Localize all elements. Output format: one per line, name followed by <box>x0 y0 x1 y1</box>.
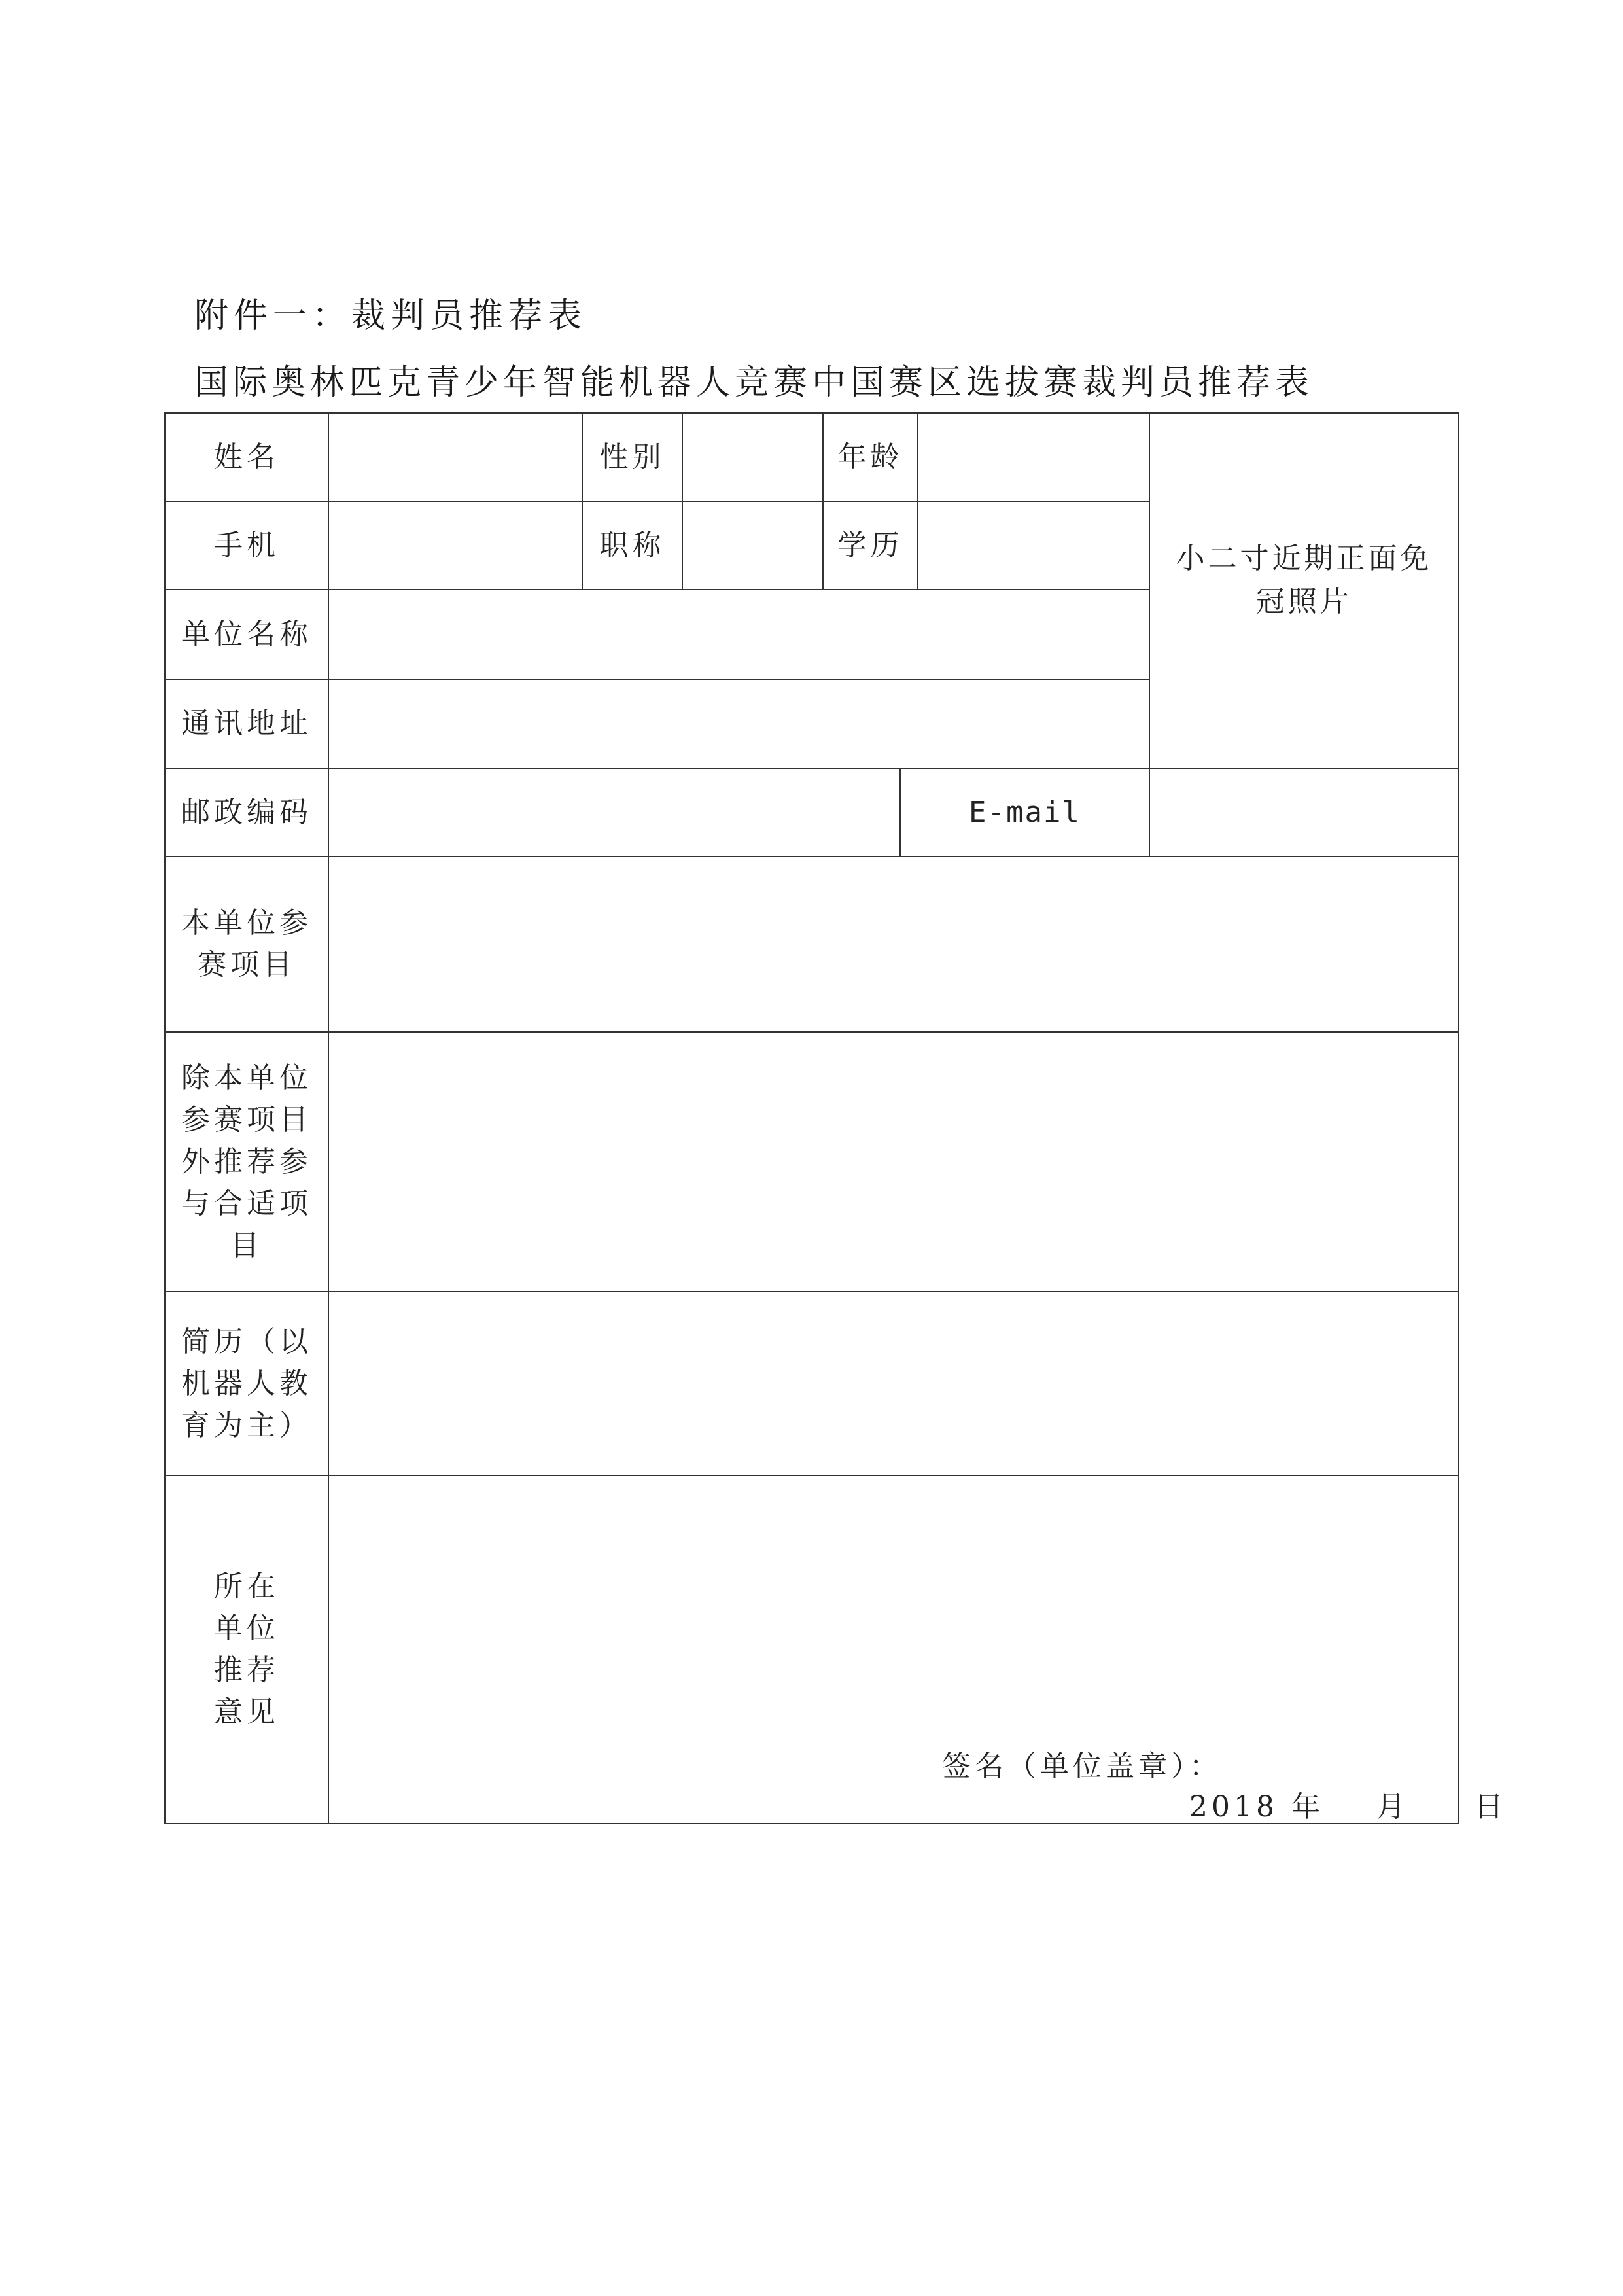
signature-label: 签名（单位盖章）： <box>942 1750 1222 1783</box>
education-input-cell[interactable] <box>917 501 1150 590</box>
mobile-label-cell <box>164 501 329 590</box>
mobile-label: 手机 <box>214 528 279 562</box>
unit-projects-label-cell <box>164 856 329 1033</box>
email-label-cell <box>899 768 1150 857</box>
job-title-label-cell <box>582 501 683 590</box>
recommended-projects-input-cell[interactable] <box>328 1031 1459 1292</box>
postal-code-label-cell <box>164 768 329 857</box>
unit-projects-input-cell[interactable] <box>328 856 1459 1033</box>
resume-label: 简历（以 机器人教 育为主） <box>181 1324 312 1442</box>
unit-projects-label: 本单位参 赛项目 <box>181 906 312 981</box>
resume-input-cell[interactable] <box>328 1291 1459 1476</box>
recommendation-input-cell[interactable] <box>328 1475 1459 1824</box>
postal-code-label: 邮政编码 <box>181 795 312 829</box>
form-title: 国际奥林匹克青少年智能机器人竞赛中国赛区选拔赛裁判员推荐表 <box>194 363 1314 402</box>
gender-input-cell[interactable] <box>682 412 824 502</box>
recommendation-label-cell <box>164 1475 329 1824</box>
age-input-cell[interactable] <box>917 412 1150 502</box>
recommended-projects-label-cell <box>164 1031 329 1292</box>
photo-placeholder-text: 小二寸近期正面免 冠照片 <box>1176 542 1433 618</box>
recommended-projects-label: 除本单位 参赛项目 外推荐参 与合适项 目 <box>181 1061 312 1262</box>
postal-code-input-cell[interactable] <box>328 768 901 857</box>
education-label-cell <box>822 501 918 590</box>
name-label-cell <box>164 412 329 502</box>
organization-label-cell <box>164 589 329 680</box>
gender-label: 性别 <box>599 440 665 474</box>
email-label: E-mail <box>969 795 1081 829</box>
job-title-label: 职称 <box>599 528 665 562</box>
gender-label-cell <box>582 412 683 502</box>
age-label-cell <box>822 412 918 502</box>
age-label: 年龄 <box>837 440 903 474</box>
recommendation-label: 所在 单位 推荐 意见 <box>214 1570 279 1729</box>
address-input-cell[interactable] <box>328 679 1150 769</box>
name-input-cell[interactable] <box>328 412 583 502</box>
address-label-cell <box>164 679 329 769</box>
photo-cell[interactable] <box>1149 412 1459 769</box>
organization-label: 单位名称 <box>181 617 312 651</box>
job-title-input-cell[interactable] <box>682 501 824 590</box>
education-label: 学历 <box>837 528 903 562</box>
name-label: 姓名 <box>214 440 279 474</box>
address-label: 通讯地址 <box>181 707 312 740</box>
organization-input-cell[interactable] <box>328 589 1150 680</box>
email-input-cell[interactable] <box>1149 768 1459 857</box>
date-line: 2018 年 月 日 <box>1189 1790 1507 1824</box>
resume-label-cell <box>164 1291 329 1476</box>
mobile-input-cell[interactable] <box>328 501 583 590</box>
attachment-title: 附件一：裁判员推荐表 <box>194 296 587 336</box>
